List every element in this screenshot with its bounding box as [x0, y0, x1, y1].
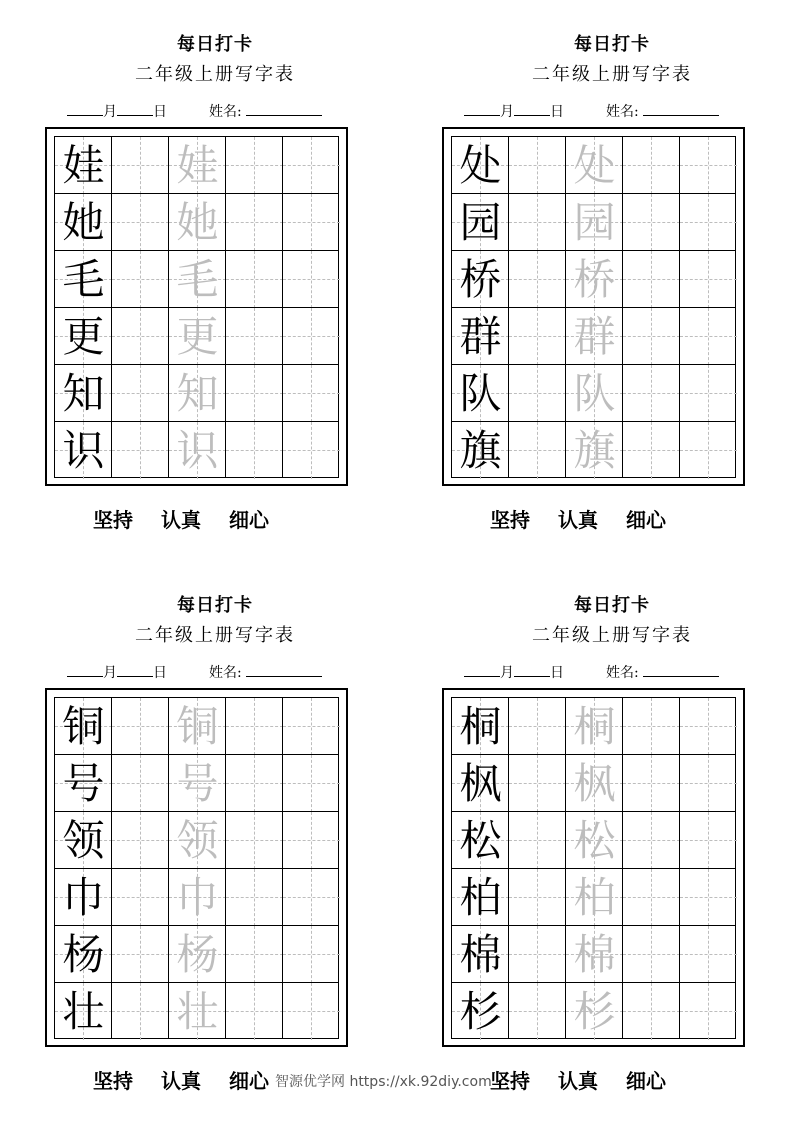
trace-cell[interactable] — [169, 194, 226, 251]
grid-row — [55, 251, 338, 308]
grid-row — [55, 698, 338, 755]
grid-row — [55, 422, 338, 479]
grid-row — [452, 926, 735, 983]
practice-cell[interactable] — [680, 983, 737, 1040]
practice-cell[interactable] — [226, 812, 283, 869]
model-character: 巾 — [62, 873, 105, 922]
practice-cell[interactable] — [226, 137, 283, 194]
card-subtitle: 二年级上册写字表 — [135, 625, 295, 646]
grid-row — [452, 869, 735, 926]
practice-cell[interactable] — [680, 869, 737, 926]
trace-character: 松 — [573, 816, 616, 865]
practice-cell[interactable] — [112, 698, 169, 755]
motto-word: 坚持 — [93, 508, 133, 532]
trace-cell[interactable] — [566, 983, 623, 1040]
practice-cell[interactable] — [112, 812, 169, 869]
model-character: 队 — [459, 369, 502, 418]
practice-cell[interactable] — [283, 308, 340, 365]
model-cell — [452, 698, 509, 755]
trace-cell[interactable] — [566, 422, 623, 479]
model-cell — [452, 755, 509, 812]
trace-character: 处 — [573, 141, 616, 190]
practice-cell[interactable] — [112, 926, 169, 983]
model-character: 识 — [62, 426, 105, 475]
trace-cell[interactable] — [169, 926, 226, 983]
model-character: 知 — [62, 369, 105, 418]
model-character: 园 — [459, 198, 502, 247]
grid-row — [452, 698, 735, 755]
practice-cell[interactable] — [283, 755, 340, 812]
practice-cell[interactable] — [680, 755, 737, 812]
practice-cell[interactable] — [680, 365, 737, 422]
day-blank[interactable] — [514, 101, 550, 116]
writing-grid-frame — [442, 127, 745, 486]
motto-word: 认真 — [161, 508, 201, 532]
practice-cell[interactable] — [226, 251, 283, 308]
model-cell — [452, 194, 509, 251]
trace-cell[interactable] — [169, 422, 226, 479]
day-label: 日 — [550, 665, 564, 681]
practice-cell[interactable] — [226, 422, 283, 479]
writing-grid — [451, 697, 736, 1039]
trace-character: 杨 — [176, 930, 219, 979]
trace-character: 号 — [176, 759, 219, 808]
date-name-line — [464, 662, 719, 682]
writing-grid — [451, 136, 736, 478]
card-subtitle: 二年级上册写字表 — [532, 625, 692, 646]
trace-character: 棉 — [573, 930, 616, 979]
trace-character: 柏 — [573, 873, 616, 922]
trace-character: 桐 — [573, 702, 616, 751]
model-character: 杉 — [459, 987, 502, 1036]
trace-character: 她 — [176, 198, 219, 247]
practice-card — [45, 0, 385, 532]
trace-character: 巾 — [176, 873, 219, 922]
grid-row — [55, 137, 338, 194]
model-character: 松 — [459, 816, 502, 865]
model-character: 枫 — [459, 759, 502, 808]
model-cell — [55, 137, 112, 194]
motto-word: 认真 — [558, 1069, 598, 1093]
practice-cell[interactable] — [680, 812, 737, 869]
grid-row — [55, 365, 338, 422]
practice-cell[interactable] — [112, 983, 169, 1040]
model-character: 处 — [459, 141, 502, 190]
practice-cell[interactable] — [112, 308, 169, 365]
practice-cell[interactable] — [623, 698, 680, 755]
month-blank[interactable] — [67, 662, 103, 677]
name-label: 姓名: — [606, 665, 639, 681]
trace-character: 队 — [573, 369, 616, 418]
model-cell — [452, 422, 509, 479]
practice-cell[interactable] — [680, 194, 737, 251]
practice-cell[interactable] — [226, 926, 283, 983]
name-blank[interactable] — [643, 101, 719, 116]
month-label: 月 — [500, 104, 514, 120]
model-character: 号 — [62, 759, 105, 808]
model-cell — [55, 755, 112, 812]
month-label: 月 — [500, 665, 514, 681]
practice-cell[interactable] — [112, 194, 169, 251]
model-character: 更 — [62, 312, 105, 361]
card-subtitle: 二年级上册写字表 — [532, 64, 692, 85]
motto-word: 坚持 — [490, 1069, 530, 1093]
trace-cell[interactable] — [566, 308, 623, 365]
trace-character: 枫 — [573, 759, 616, 808]
writing-grid-frame — [45, 688, 348, 1047]
practice-cell[interactable] — [112, 422, 169, 479]
practice-cell[interactable] — [283, 926, 340, 983]
card-subtitle: 二年级上册写字表 — [135, 64, 295, 85]
model-cell — [452, 137, 509, 194]
grid-row — [452, 755, 735, 812]
month-blank[interactable] — [67, 101, 103, 116]
name-blank[interactable] — [643, 662, 719, 677]
practice-cell[interactable] — [283, 869, 340, 926]
model-character: 群 — [459, 312, 502, 361]
trace-cell[interactable] — [566, 194, 623, 251]
writing-grid — [54, 697, 339, 1039]
day-label: 日 — [550, 104, 564, 120]
practice-cell[interactable] — [509, 308, 566, 365]
practice-cell[interactable] — [623, 422, 680, 479]
model-cell — [55, 983, 112, 1040]
practice-cell[interactable] — [623, 365, 680, 422]
motto-word: 坚持 — [93, 1069, 133, 1093]
model-cell — [55, 698, 112, 755]
date-name-line — [464, 101, 719, 121]
day-label: 日 — [153, 104, 167, 120]
trace-cell[interactable] — [169, 308, 226, 365]
writing-grid-frame — [442, 688, 745, 1047]
trace-cell[interactable] — [566, 755, 623, 812]
practice-cell[interactable] — [226, 869, 283, 926]
model-character: 壮 — [62, 987, 105, 1036]
trace-cell[interactable] — [566, 812, 623, 869]
practice-cell[interactable] — [226, 755, 283, 812]
practice-cell[interactable] — [623, 308, 680, 365]
practice-cell[interactable] — [623, 869, 680, 926]
model-character: 柏 — [459, 873, 502, 922]
model-character: 旗 — [459, 426, 502, 475]
trace-cell[interactable] — [566, 137, 623, 194]
trace-character: 杉 — [573, 987, 616, 1036]
trace-cell[interactable] — [169, 137, 226, 194]
month-label: 月 — [103, 665, 117, 681]
model-cell — [55, 251, 112, 308]
trace-character: 领 — [176, 816, 219, 865]
trace-character: 壮 — [176, 987, 219, 1036]
practice-cell[interactable] — [623, 812, 680, 869]
month-blank[interactable] — [464, 662, 500, 677]
trace-character: 知 — [176, 369, 219, 418]
practice-cell[interactable] — [112, 365, 169, 422]
grid-row — [452, 194, 735, 251]
grid-row — [55, 926, 338, 983]
motto-word: 细心 — [626, 508, 666, 532]
card-title: 每日打卡 — [574, 595, 650, 616]
motto-word: 坚持 — [490, 508, 530, 532]
grid-row — [452, 251, 735, 308]
trace-cell[interactable] — [566, 869, 623, 926]
practice-cell[interactable] — [112, 251, 169, 308]
practice-cell[interactable] — [283, 365, 340, 422]
date-name-line — [67, 662, 322, 682]
motto — [490, 1065, 694, 1094]
model-cell — [55, 194, 112, 251]
practice-cell[interactable] — [509, 869, 566, 926]
practice-cell[interactable] — [112, 137, 169, 194]
motto-word: 细心 — [229, 508, 269, 532]
practice-cell[interactable] — [623, 755, 680, 812]
month-blank[interactable] — [464, 101, 500, 116]
practice-cell[interactable] — [283, 251, 340, 308]
model-cell — [452, 308, 509, 365]
practice-cell[interactable] — [509, 251, 566, 308]
grid-row — [452, 365, 735, 422]
practice-cell[interactable] — [226, 308, 283, 365]
grid-row — [55, 983, 338, 1040]
model-cell — [55, 869, 112, 926]
watermark-text: 智源优学网 https://xk.92diy.com — [275, 1074, 492, 1090]
practice-cell[interactable] — [509, 365, 566, 422]
practice-cell[interactable] — [623, 137, 680, 194]
name-label: 姓名: — [209, 104, 242, 120]
trace-character: 毛 — [176, 255, 219, 304]
motto — [93, 1065, 297, 1094]
practice-cell[interactable] — [226, 194, 283, 251]
name-label: 姓名: — [209, 665, 242, 681]
trace-cell[interactable] — [566, 251, 623, 308]
day-blank[interactable] — [117, 662, 153, 677]
model-cell — [452, 869, 509, 926]
practice-cell[interactable] — [623, 194, 680, 251]
model-character: 棉 — [459, 930, 502, 979]
practice-cell[interactable] — [680, 698, 737, 755]
practice-cell[interactable] — [283, 194, 340, 251]
practice-cell[interactable] — [680, 308, 737, 365]
practice-cell[interactable] — [283, 983, 340, 1040]
practice-cell[interactable] — [283, 137, 340, 194]
motto-word: 认真 — [161, 1069, 201, 1093]
trace-character: 桥 — [573, 255, 616, 304]
day-blank[interactable] — [117, 101, 153, 116]
grid-row — [55, 755, 338, 812]
card-title: 每日打卡 — [574, 34, 650, 55]
practice-cell[interactable] — [509, 812, 566, 869]
trace-cell[interactable] — [169, 698, 226, 755]
name-blank[interactable] — [246, 662, 322, 677]
grid-row — [452, 422, 735, 479]
grid-row — [55, 812, 338, 869]
model-character: 毛 — [62, 255, 105, 304]
motto-word: 认真 — [558, 508, 598, 532]
trace-character: 识 — [176, 426, 219, 475]
practice-cell[interactable] — [509, 983, 566, 1040]
model-cell — [55, 812, 112, 869]
practice-cell[interactable] — [509, 926, 566, 983]
trace-cell[interactable] — [566, 365, 623, 422]
trace-character: 铜 — [176, 702, 219, 751]
motto — [490, 504, 694, 533]
practice-cell[interactable] — [680, 926, 737, 983]
grid-row — [55, 308, 338, 365]
trace-character: 旗 — [573, 426, 616, 475]
practice-card — [442, 561, 782, 1093]
practice-cell[interactable] — [226, 698, 283, 755]
trace-cell[interactable] — [169, 869, 226, 926]
date-name-line — [67, 101, 322, 121]
motto-word: 细心 — [229, 1069, 269, 1093]
model-cell — [55, 365, 112, 422]
practice-cell[interactable] — [509, 698, 566, 755]
grid-row — [452, 812, 735, 869]
trace-cell[interactable] — [169, 983, 226, 1040]
trace-character: 更 — [176, 312, 219, 361]
card-title: 每日打卡 — [177, 595, 253, 616]
practice-cell[interactable] — [283, 698, 340, 755]
grid-row — [55, 194, 338, 251]
day-blank[interactable] — [514, 662, 550, 677]
model-character: 桐 — [459, 702, 502, 751]
trace-cell[interactable] — [169, 365, 226, 422]
motto — [93, 504, 297, 533]
practice-card — [442, 0, 782, 532]
practice-cell[interactable] — [509, 422, 566, 479]
model-character: 她 — [62, 198, 105, 247]
day-label: 日 — [153, 665, 167, 681]
model-character: 杨 — [62, 930, 105, 979]
practice-cell[interactable] — [112, 869, 169, 926]
model-character: 铜 — [62, 702, 105, 751]
model-cell — [452, 926, 509, 983]
grid-row — [452, 308, 735, 365]
trace-character: 娃 — [176, 141, 219, 190]
model-cell — [452, 983, 509, 1040]
writing-grid — [54, 136, 339, 478]
practice-cell[interactable] — [283, 812, 340, 869]
trace-character: 群 — [573, 312, 616, 361]
model-character: 领 — [62, 816, 105, 865]
grid-row — [452, 983, 735, 1040]
practice-cell[interactable] — [112, 755, 169, 812]
name-blank[interactable] — [246, 101, 322, 116]
card-title: 每日打卡 — [177, 34, 253, 55]
model-cell — [55, 308, 112, 365]
model-cell — [452, 812, 509, 869]
trace-cell[interactable] — [169, 755, 226, 812]
practice-cell[interactable] — [623, 251, 680, 308]
motto-word: 细心 — [626, 1069, 666, 1093]
practice-cell[interactable] — [226, 983, 283, 1040]
practice-cell[interactable] — [623, 926, 680, 983]
model-character: 桥 — [459, 255, 502, 304]
grid-row — [55, 869, 338, 926]
name-label: 姓名: — [606, 104, 639, 120]
practice-cell[interactable] — [680, 422, 737, 479]
practice-cell[interactable] — [509, 755, 566, 812]
trace-cell[interactable] — [169, 251, 226, 308]
grid-row — [452, 137, 735, 194]
practice-cell[interactable] — [680, 251, 737, 308]
practice-cell[interactable] — [623, 983, 680, 1040]
practice-cell[interactable] — [226, 365, 283, 422]
trace-cell[interactable] — [566, 698, 623, 755]
practice-cell[interactable] — [283, 422, 340, 479]
trace-character: 园 — [573, 198, 616, 247]
model-cell — [452, 365, 509, 422]
writing-grid-frame — [45, 127, 348, 486]
trace-cell[interactable] — [169, 812, 226, 869]
practice-cell[interactable] — [509, 137, 566, 194]
month-label: 月 — [103, 104, 117, 120]
model-cell — [55, 422, 112, 479]
model-character: 娃 — [62, 141, 105, 190]
model-cell — [55, 926, 112, 983]
model-cell — [452, 251, 509, 308]
practice-cell[interactable] — [680, 137, 737, 194]
practice-cell[interactable] — [509, 194, 566, 251]
trace-cell[interactable] — [566, 926, 623, 983]
